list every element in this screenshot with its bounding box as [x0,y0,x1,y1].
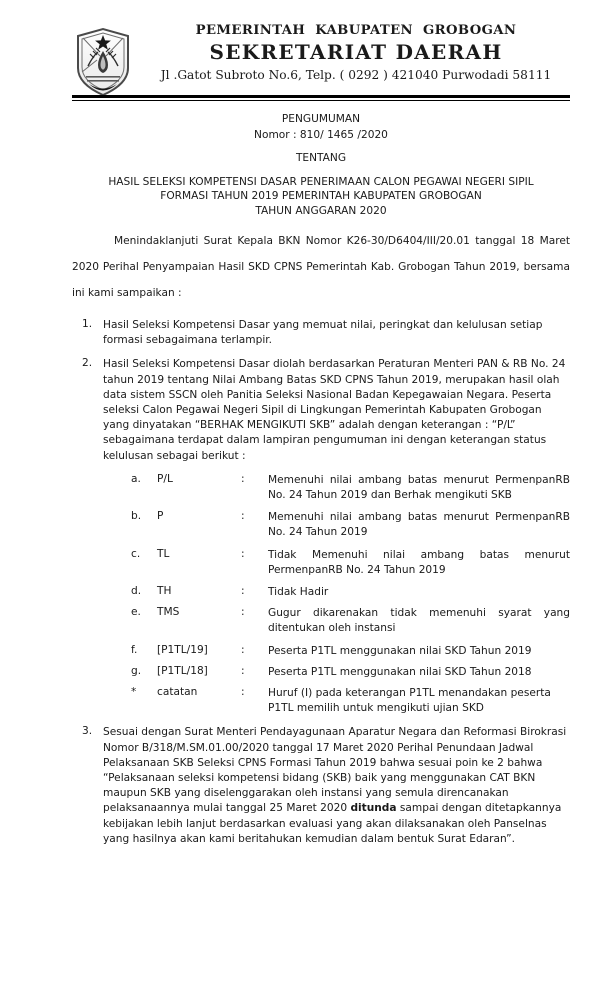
definition-code: TMS [157,606,180,619]
definition-code: P [157,510,164,523]
list-item-text [103,726,566,844]
status-definition-list [103,473,570,717]
intro-paragraph: Menindaklanjuti Surat Kepala BKN Nomor K26-30/D6404/III/20.01 tanggal 18 Maret 2020 Perihal Penyampaian Hasil SKD CPNS Pemerintah Kab. Grobogan Tahun 2019, bersama ini kami sampaikan : [72,235,570,299]
letterhead [0,22,612,94]
definition-colon: : [241,510,245,523]
office-address: Jl .Gatot Subroto No.6, Telp. ( 0292 ) 421040 Purwodadi 58111 [160,68,552,82]
header-divider [72,95,570,101]
definition-colon: : [241,664,245,677]
document-body [72,228,570,856]
heading-title-line-3: TAHUN ANGGARAN 2020 [255,204,387,217]
definition-code: [P1TL/18] [157,664,208,677]
list-marker: 2. [82,357,93,370]
heading-tentang: TENTANG [295,152,347,164]
office-name: SEKRETARIAT DAERAH [209,40,503,64]
definition-row [103,644,570,659]
definition-code: TH [157,585,172,598]
heading-title [72,175,570,219]
list-item [72,318,570,348]
announcement-heading [72,112,570,218]
definition-description: Peserta P1TL menggunakan nilai SKD Tahun 2019 [268,644,532,657]
list-item-text-before-emphasis: Sesuai dengan Surat Menteri Pendayagunaan Aparatur Negara dan Reformasi Birokrasi Nomor B/318/M.SM.01.00/2020 tanggal 17 Maret 2020 Perihal Penundaan Jadwal Pelaksanaan SKB Seleksi CPNS Formasi Tahun 2019 bahwa sesuai poin ke 2 bahwa “Pelaksanaan seleksi kompetensi bidang (SKB) baik yang menggunakan CAT BKN maupun SKB yang diselenggarakan oleh instansi yang semula direncanakan pelaksanaannya mulai tanggal 25 Maret 2020 [103,726,567,815]
definition-code: TL [157,547,170,560]
government-name: PEMERINTAH KABUPATEN GROBOGAN [195,23,517,38]
numbered-list [72,318,570,847]
definition-code: catatan [157,686,198,699]
definition-description: Peserta P1TL menggunakan nilai SKD Tahun 2018 [268,665,532,678]
heading-spacer-1 [72,143,570,151]
definition-row-note [103,686,570,716]
definition-description: Memenuhi nilai ambang batas menurut PermenpanRB No. 24 Tahun 2019 [268,511,570,539]
heading-pengumuman: PENGUMUMAN [281,113,361,125]
divider-thin-line [72,100,570,101]
definition-description: Memenuhi nilai ambang batas menurut PermenpanRB No. 24 Tahun 2019 dan Berhak mengikuti SKB [268,473,570,502]
definition-colon: : [241,547,245,560]
list-marker: 3. [82,725,93,738]
grobogan-regency-emblem [70,24,136,100]
list-item [72,357,570,716]
definition-code: [P1TL/19] [157,643,208,656]
letterhead-text [140,22,572,83]
definition-row [103,473,570,503]
list-item-text: Hasil Seleksi Kompetensi Dasar yang memuat nilai, peringkat dan kelulusan setiap formasi sebagaimana terlampir. [103,319,543,347]
definition-row [103,548,570,578]
heading-spacer-2 [72,167,570,175]
definition-letter: c. [131,547,141,560]
definition-row [103,585,570,600]
definition-description: Tidak Memenuhi nilai ambang batas menurut PermenpanRB No. 24 Tahun 2019 [268,548,570,576]
definition-letter: e. [131,606,141,619]
definition-colon: : [241,686,245,699]
divider-thick-line [72,95,570,98]
list-item-text-after-emphasis: sampai dengan ditetapkannya kebijakan lebih lanjut berdasarkan evaluasi yang akan dilaksanakan oleh Panselnas yang hasilnya akan kami beritahukan kemudian dalam bentuk Surat Edaran”. [103,802,562,845]
heading-nomor: Nomor : 810/ 1465 /2020 [254,128,388,141]
definition-description: Gugur dikarenakan tidak memenuhi syarat yang ditentukan oleh instansi [268,607,570,635]
definition-colon: : [241,643,245,656]
definition-description: Huruf (I) pada keterangan P1TL menandakan peserta P1TL memilih untuk mengikuti ujian SKD [268,687,551,715]
list-marker: 1. [82,318,93,330]
definition-letter: b. [131,510,142,523]
definition-code: P/L [157,472,173,485]
definition-colon: : [241,606,245,619]
definition-letter: f. [131,643,138,656]
heading-title-line-2: FORMASI TAHUN 2019 PEMERINTAH KABUPATEN GROBOGAN [160,190,482,202]
definition-description: Tidak Hadir [268,586,329,599]
list-item-text: Hasil Seleksi Kompetensi Dasar diolah berdasarkan Peraturan Menteri PAN & RB No. 24 tahun 2019 tentang Nilai Ambang Batas SKD CPNS Tahun 2019, merupakan hasil olah data sistem SSCN oleh Panitia Seleksi Nasional Badan Kepegawaian Negara. Peserta seleksi Calon Pegawai Negeri Sipil di Lingkungan Pemerintah Kabupaten Grobogan yang dinyatakan “BERHAK MENGIKUTI SKB” adalah dengan keterangan : “P/L” sebagaimana terdapat dalam lampiran pengumuman ini dengan keterangan status kelulusan sebagai berikut : [103,358,566,462]
definition-letter: g. [131,664,142,677]
definition-letter: d. [131,585,142,598]
definition-row [103,510,570,540]
emphasis-ditunda: ditunda [350,802,397,815]
definition-colon: : [241,472,245,485]
list-item [72,725,570,847]
definition-colon: : [241,585,245,598]
definition-row [103,606,570,636]
definition-row [103,665,570,680]
heading-title-line-1: HASIL SELEKSI KOMPETENSI DASAR PENERIMAAN CALON PEGAWAI NEGERI SIPIL [108,175,534,188]
definition-letter: a. [131,472,141,485]
definition-letter: * [131,686,137,699]
